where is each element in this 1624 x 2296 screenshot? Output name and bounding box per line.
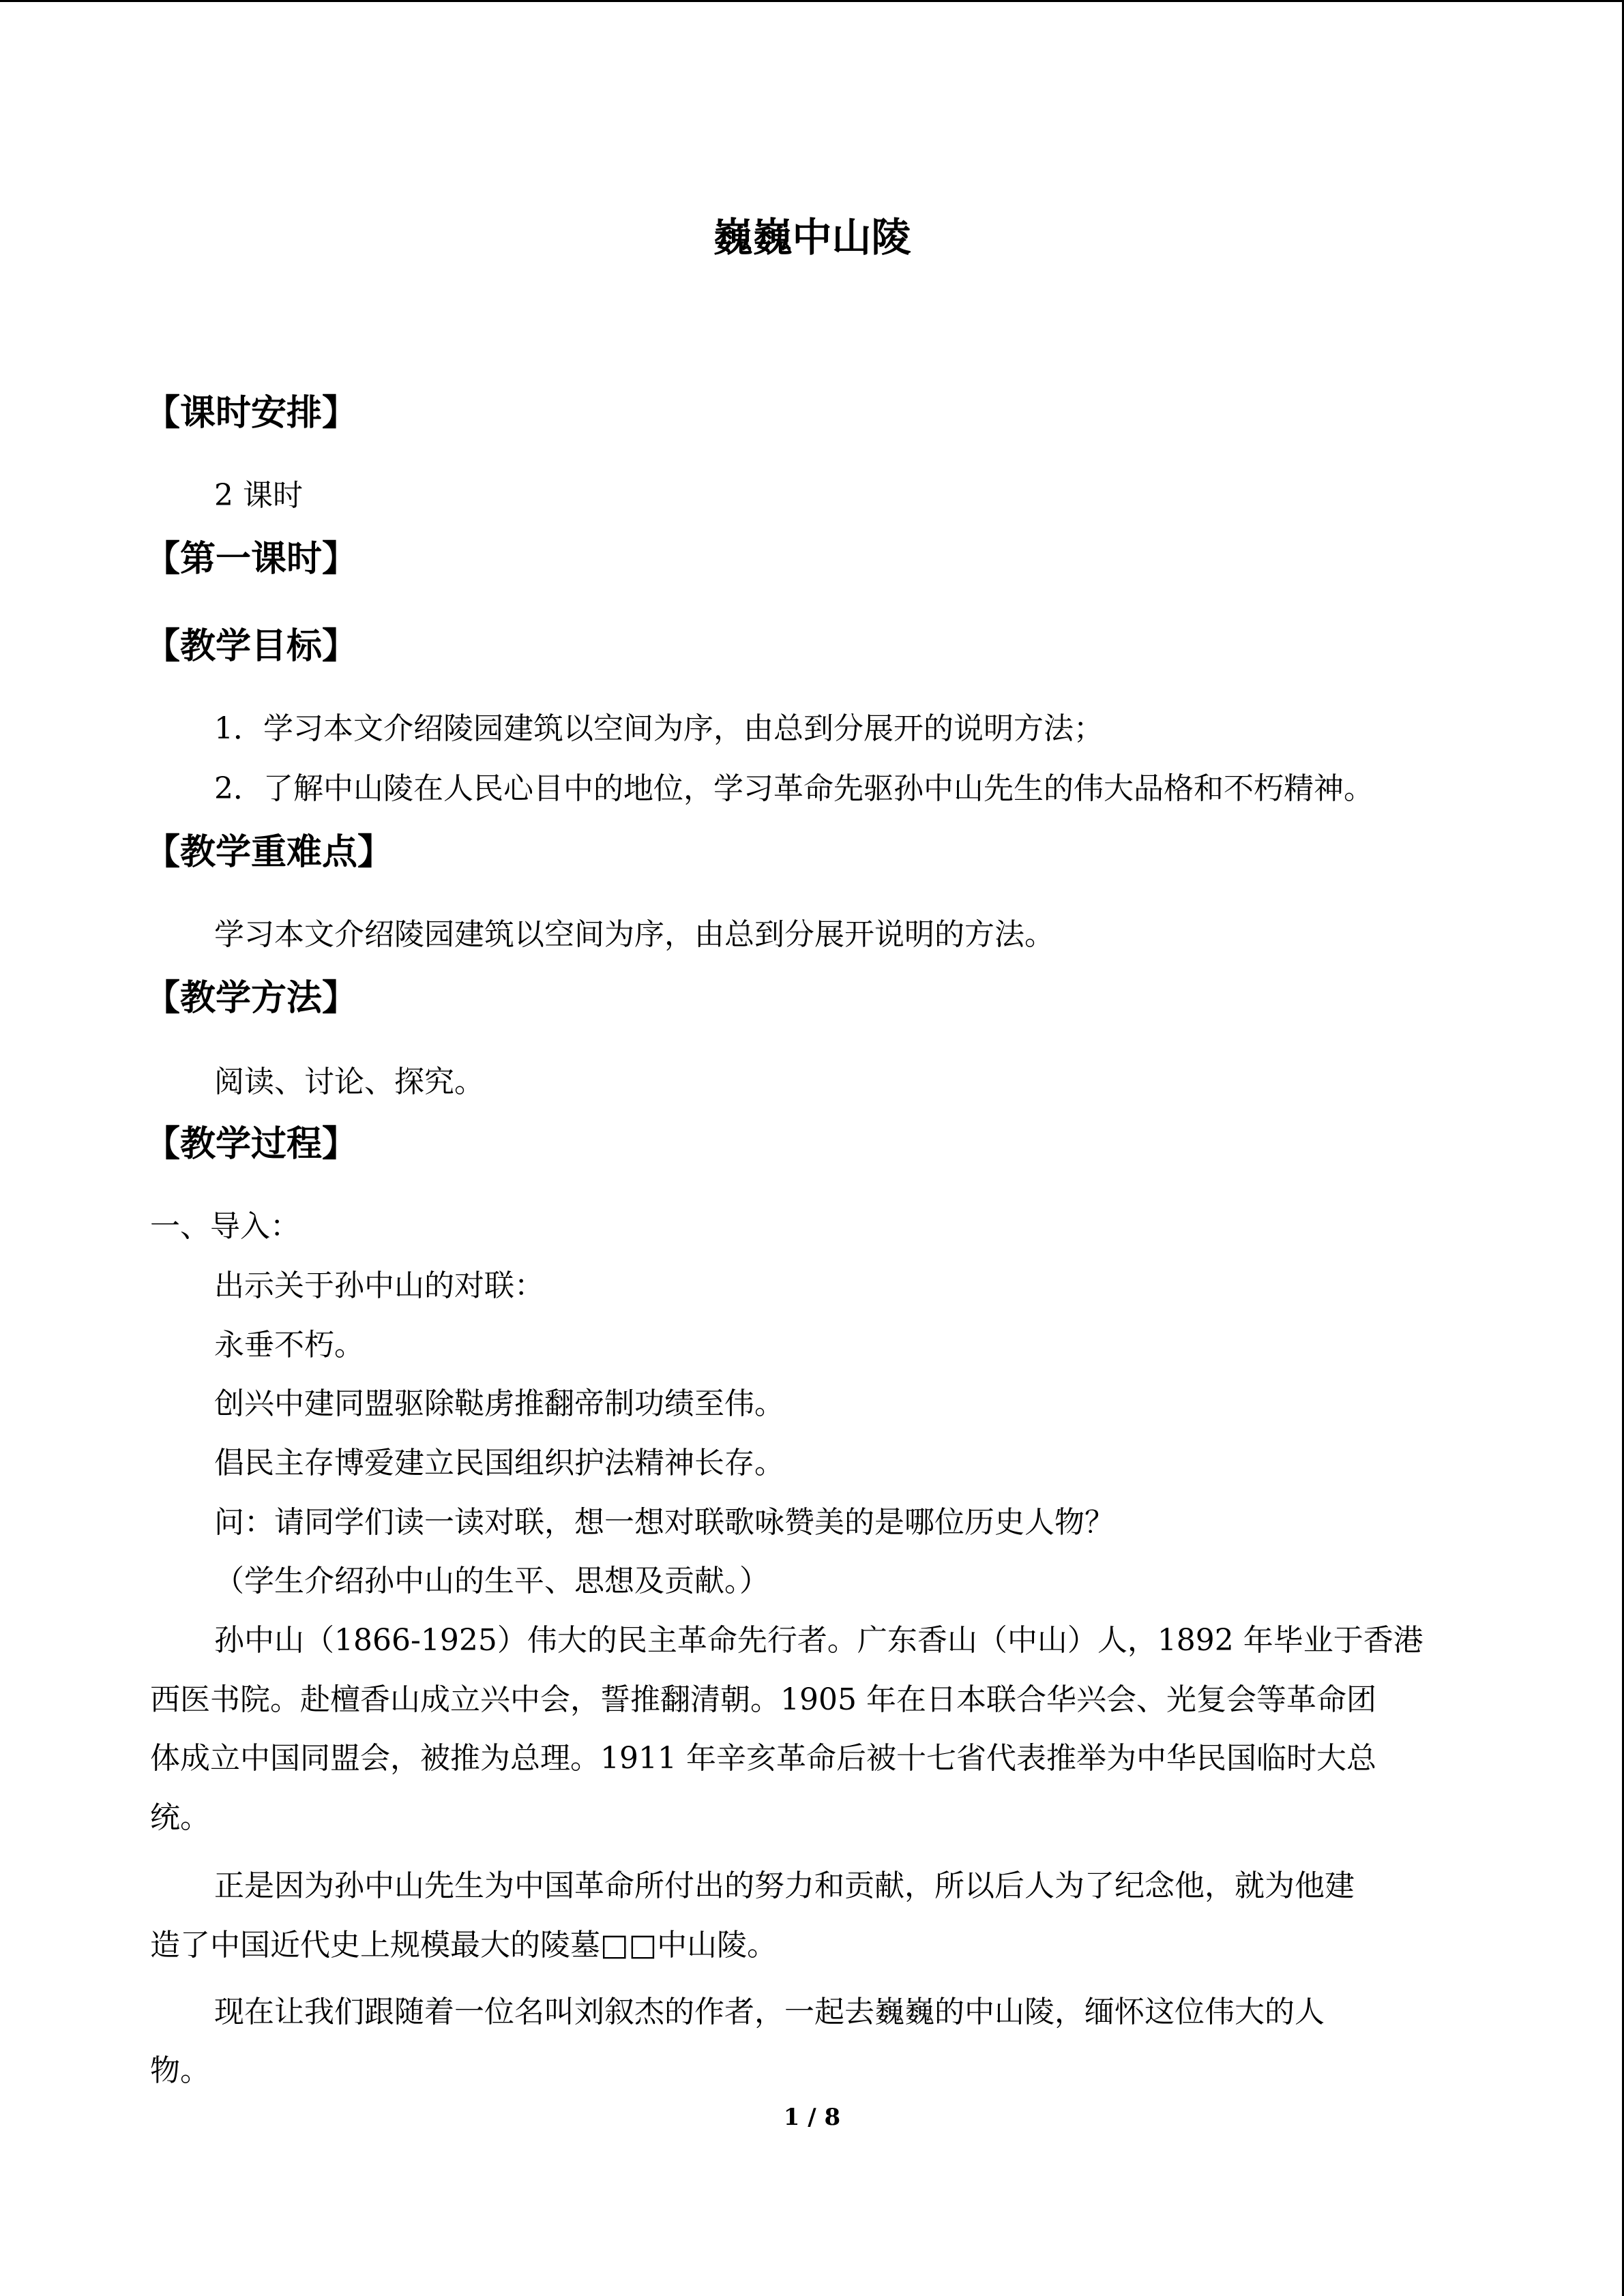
page-number: 1 / 8 bbox=[783, 2104, 841, 2131]
heading-key-points: 【教学重难点】 bbox=[145, 832, 394, 873]
bio-line-3: 体成立中国同盟会，被推为总理。1911 年辛亥革命后被十七省代表推举为中华民国临时大总 bbox=[150, 1741, 1376, 1776]
heading-first-lesson: 【第一课时】 bbox=[145, 539, 358, 580]
author-line-1: 现在让我们跟随着一位名叫刘叙杰的作者，一起去巍巍的中山陵，缅怀这位伟大的人 bbox=[214, 1995, 1325, 2029]
methods-text: 阅读、讨论、探究。 bbox=[214, 1064, 484, 1099]
memorial-line-2: 造了中国近代史上规模最大的陵墓□□中山陵。 bbox=[150, 1928, 778, 1963]
process-line-3: 创兴中建同盟驱除鞑虏推翻帝制功绩至伟。 bbox=[214, 1386, 784, 1421]
bio-line-2: 西医书院。赴檀香山成立兴中会，誓推翻清朝。1905 年在日本联合华兴会、光复会等革命团 bbox=[150, 1682, 1376, 1717]
memorial-line-1: 正是因为孙中山先生为中国革命所付出的努力和贡献，所以后人为了纪念他，就为他建 bbox=[214, 1868, 1355, 1903]
schedule-text: 2 课时 bbox=[214, 478, 303, 513]
goal-item-1: 1．学习本文介绍陵园建筑以空间为序，由总到分展开的说明方法； bbox=[214, 711, 1104, 746]
process-line-1: 出示关于孙中山的对联： bbox=[214, 1268, 544, 1303]
key-points-text: 学习本文介绍陵园建筑以空间为序，由总到分展开说明的方法。 bbox=[214, 917, 1054, 952]
process-line-5: 问：请同学们读一读对联，想一想对联歌咏赞美的是哪位历史人物？ bbox=[214, 1505, 1114, 1540]
process-line-2: 永垂不朽。 bbox=[214, 1328, 364, 1362]
document-title: 巍巍中山陵 bbox=[713, 214, 911, 260]
top-border bbox=[0, 0, 1624, 2]
bio-line-1: 孙中山（1866-1925）伟大的民主革命先行者。广东香山（中山）人，1892 年毕业于香港 bbox=[214, 1623, 1423, 1658]
author-line-2: 物。 bbox=[150, 2053, 210, 2088]
bio-line-4: 统。 bbox=[150, 1800, 210, 1835]
heading-schedule: 【课时安排】 bbox=[145, 393, 358, 434]
heading-goals: 【教学目标】 bbox=[145, 626, 358, 667]
heading-methods: 【教学方法】 bbox=[145, 978, 358, 1019]
goal-item-2: 2．了解中山陵在人民心目中的地位，学习革命先驱孙中山先生的伟大品格和不朽精神。 bbox=[214, 771, 1374, 806]
step-label-intro: 一、导入： bbox=[150, 1209, 300, 1244]
heading-process: 【教学过程】 bbox=[145, 1124, 358, 1165]
process-line-4: 倡民主存博爱建立民国组织护法精神长存。 bbox=[214, 1446, 784, 1480]
process-line-6: （学生介绍孙中山的生平、思想及贡献。） bbox=[214, 1564, 769, 1598]
